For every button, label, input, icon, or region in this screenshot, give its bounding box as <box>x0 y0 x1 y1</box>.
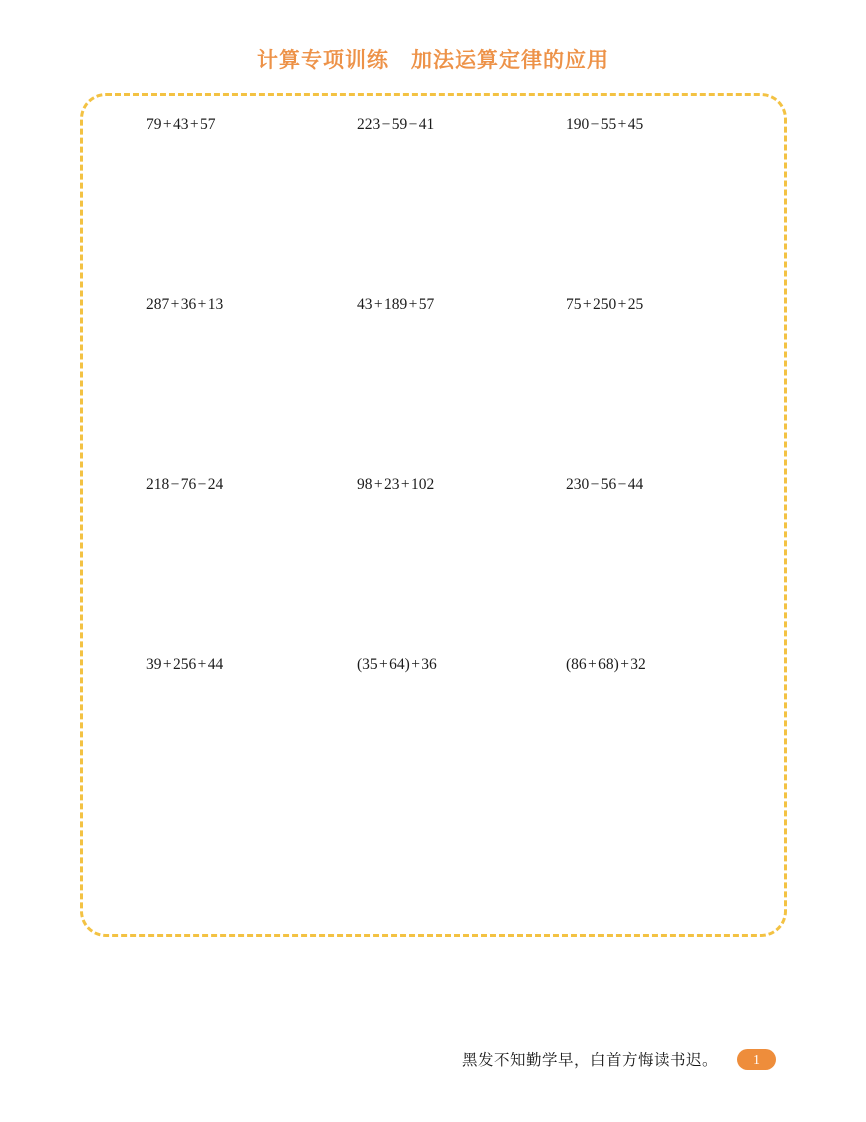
page-footer <box>462 1048 776 1070</box>
problem-item: 230 − 56 − 44 <box>566 476 644 493</box>
problem-item: 190 − 55 + 45 <box>566 116 644 133</box>
problem-item: 43 + 189 + 57 <box>357 296 435 313</box>
problem-item: 287 + 36 + 13 <box>146 296 224 313</box>
page-title: 计算专项训练 加法运算定律的应用 <box>257 49 609 72</box>
page-number-badge: 1 <box>737 1049 776 1070</box>
problem-item: 39 + 256 + 44 <box>146 656 224 673</box>
problem-item: 98 + 23 + 102 <box>357 476 435 493</box>
problems-dashed-box <box>80 93 787 937</box>
problem-item: 223 − 59 − 41 <box>357 116 435 133</box>
problem-item: 218 − 76 − 24 <box>146 476 224 493</box>
footer-quote: 黑发不知勤学早，白首方悔读书迟。 <box>461 1052 718 1069</box>
problem-item: 79 + 43 + 57 <box>146 116 216 133</box>
problem-item: (35 + 64) + 36 <box>357 656 437 673</box>
problem-item: 75 + 250 + 25 <box>566 296 644 313</box>
problem-item: (86 + 68) + 32 <box>566 656 646 673</box>
